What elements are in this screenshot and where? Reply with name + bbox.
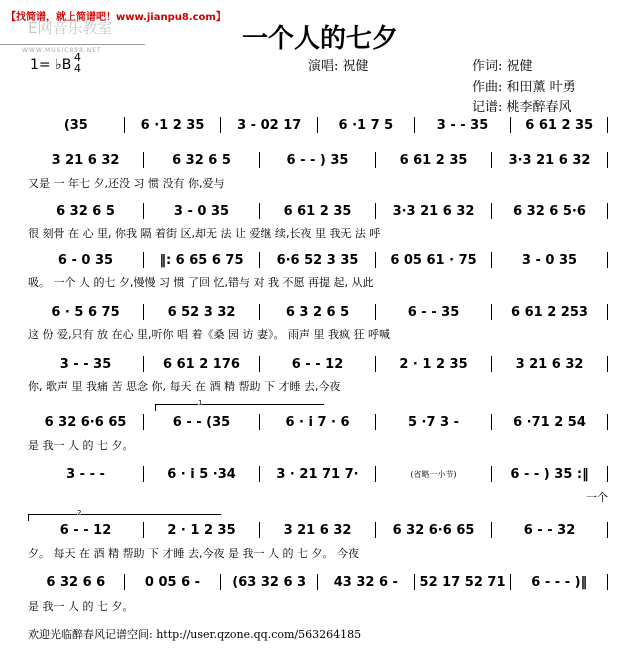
- bar-line: [607, 203, 608, 219]
- lyrics-line: 是 我一 人 的 七 夕。: [28, 439, 134, 452]
- measure: 5 ·7 3 -: [407, 414, 460, 430]
- measure: 3 - 0 35: [521, 252, 578, 268]
- lyrics-line: 一个: [586, 491, 608, 504]
- measure: 6 61 2 35: [525, 117, 594, 133]
- composer-credit: 作曲: 和田薰 叶勇: [472, 80, 576, 95]
- notation-row: [28, 356, 608, 372]
- measure: 3 - - 35: [59, 356, 112, 372]
- measure: 6 ·71 2 54: [513, 414, 586, 430]
- measure: 6 - - - )‖: [531, 574, 588, 590]
- notation-row: [28, 574, 608, 590]
- measure: 3 - - 35: [436, 117, 489, 133]
- measure: 6 32 6 5·6: [513, 203, 586, 219]
- measure: 6 · i 5 ·34: [167, 466, 236, 482]
- measure: ‖: 6 65 6 75: [159, 252, 244, 268]
- notation-row: [28, 414, 608, 430]
- measure: 6 ·1 7 5: [338, 117, 394, 133]
- measure: 6 3 2 6 5: [285, 304, 350, 320]
- bar-line: [607, 522, 608, 538]
- measure: 6 - - 12: [291, 356, 344, 372]
- measure: 3 21 6 32: [283, 522, 352, 538]
- notation-row: [28, 252, 608, 268]
- measure: 6 32 6 5: [172, 152, 231, 168]
- measure: 0 05 6 -: [144, 574, 201, 590]
- song-title: 一个人的七夕: [241, 24, 398, 54]
- measure: 6 61 2 35: [399, 152, 468, 168]
- measure: 43 32 6 -: [333, 574, 398, 590]
- measure: (63 32 6 3: [232, 574, 307, 590]
- measure: 52 17 52 71: [419, 574, 506, 590]
- measure: 3 21 6 32: [515, 356, 584, 372]
- footer-link[interactable]: 欢迎光临醉春风记谱空间: http://user.qzone.qq.com/563264185: [28, 628, 362, 641]
- measure: (35: [63, 117, 88, 133]
- measure: 3·3 21 6 32: [392, 203, 475, 219]
- measure: 6 - - 32: [523, 522, 576, 538]
- singer-credit: 演唱: 祝健: [308, 59, 369, 74]
- time-sig-bottom: 4: [74, 62, 81, 75]
- measure: 3 - - -: [66, 466, 105, 482]
- measure: 6 61 2 176: [163, 356, 240, 372]
- measure: 6 · i 7 · 6: [285, 414, 350, 430]
- measure: 6 52 3 32: [167, 304, 236, 320]
- measure: 6 - - 35: [407, 304, 460, 320]
- measure: 2 · 1 2 35: [399, 356, 468, 372]
- lyrics-line: 夕。 每天 在 酒 精 帮助 下 才睡 去,今夜 是 我一 人 的 七 夕。 今夜: [28, 547, 359, 560]
- measure: 3 · 21 71 7·: [276, 466, 359, 482]
- bar-line: [607, 466, 608, 482]
- lyrics-line: 又是 一 年七 夕,还没 习 惯 没有 你,爱与: [28, 177, 225, 190]
- measure: 6 - - ) 35 :‖: [510, 466, 589, 482]
- measure: 6 - 0 35: [57, 252, 114, 268]
- measure: 6 32 6·6 65: [44, 414, 127, 430]
- lyrics-line: 很 刻骨 在 心 里, 你我 隔 着街 区,却无 法 让 爱继 续,长夜 里 我无 法 呼: [28, 227, 381, 240]
- measure: 6 32 6·6 65: [392, 522, 475, 538]
- volta-1-label: 1: [198, 399, 203, 407]
- bar-line: [607, 152, 608, 168]
- site-banner[interactable]: 【找简谱，就上简谱吧！www.jianpu8.com】: [6, 12, 226, 23]
- measure: 6·6 52 3 35: [276, 252, 359, 268]
- notation-row: [28, 152, 608, 168]
- measure: 3 21 6 32: [51, 152, 120, 168]
- bar-line: [607, 304, 608, 320]
- watermark-logo: E网音乐教室: [28, 19, 113, 37]
- lyrics-line: 是 我一 人 的 七 夕。: [28, 600, 134, 613]
- measure: 2 · 1 2 35: [167, 522, 236, 538]
- measure: 6 05 61 · 75: [390, 252, 477, 268]
- watermark-url: WWW.MUSIC888.NET: [22, 47, 102, 54]
- measure: 3 - 02 17: [237, 117, 302, 133]
- measure: 6 32 6 6: [46, 574, 106, 590]
- measure: 3 - 0 35: [173, 203, 230, 219]
- notation-row: [28, 304, 608, 320]
- measure: 6 · 5 6 75: [51, 304, 120, 320]
- time-sig-top: 4: [74, 51, 81, 64]
- measure: 6 ·1 2 35: [140, 117, 205, 133]
- transcriber-credit: 记谱: 桃李醉春风: [472, 100, 572, 115]
- bar-line: [607, 574, 608, 590]
- notation-row: [28, 466, 608, 482]
- volta-2-label: 2: [77, 509, 82, 517]
- bar-line: [607, 356, 608, 372]
- bar-line: [607, 414, 608, 430]
- volta-2: [28, 509, 221, 521]
- key-signature: 1= ♭B: [30, 57, 72, 73]
- lyrics-line: 你, 歌声 里 我痛 苦 思念 你, 每天 在 酒 精 帮助 下 才睡 去,今夜: [28, 380, 341, 393]
- measure: 6 32 6 5: [56, 203, 115, 219]
- measure: (省略一小节): [410, 469, 457, 479]
- measure: 6 61 2 253: [511, 304, 588, 320]
- notation-row: [28, 522, 608, 538]
- measure: 3·3 21 6 32: [508, 152, 591, 168]
- measure: 6 - - (35: [172, 414, 231, 430]
- bar-line: [607, 117, 608, 133]
- time-signature: [74, 52, 81, 74]
- lyrics-line: 吸。 一个 人 的七 夕,慢慢 习 惯 了回 忆,错与 对 我 不愿 再提 起, 从此: [28, 276, 374, 289]
- measure: 6 - - ) 35: [286, 152, 349, 168]
- notation-row: [28, 117, 608, 133]
- volta-1: [155, 399, 324, 411]
- bar-line: [607, 252, 608, 268]
- lyrics-line: 这 份 爱,只有 放 在心 里,听你 唱 着《桑 园 访 妻》。 雨声 里 我疯 狂 呼喊: [28, 328, 390, 341]
- measure: 6 - - 12: [59, 522, 112, 538]
- lyricist-credit: 作词: 祝健: [472, 59, 533, 74]
- notation-row: [28, 203, 608, 219]
- measure: 6 61 2 35: [283, 203, 352, 219]
